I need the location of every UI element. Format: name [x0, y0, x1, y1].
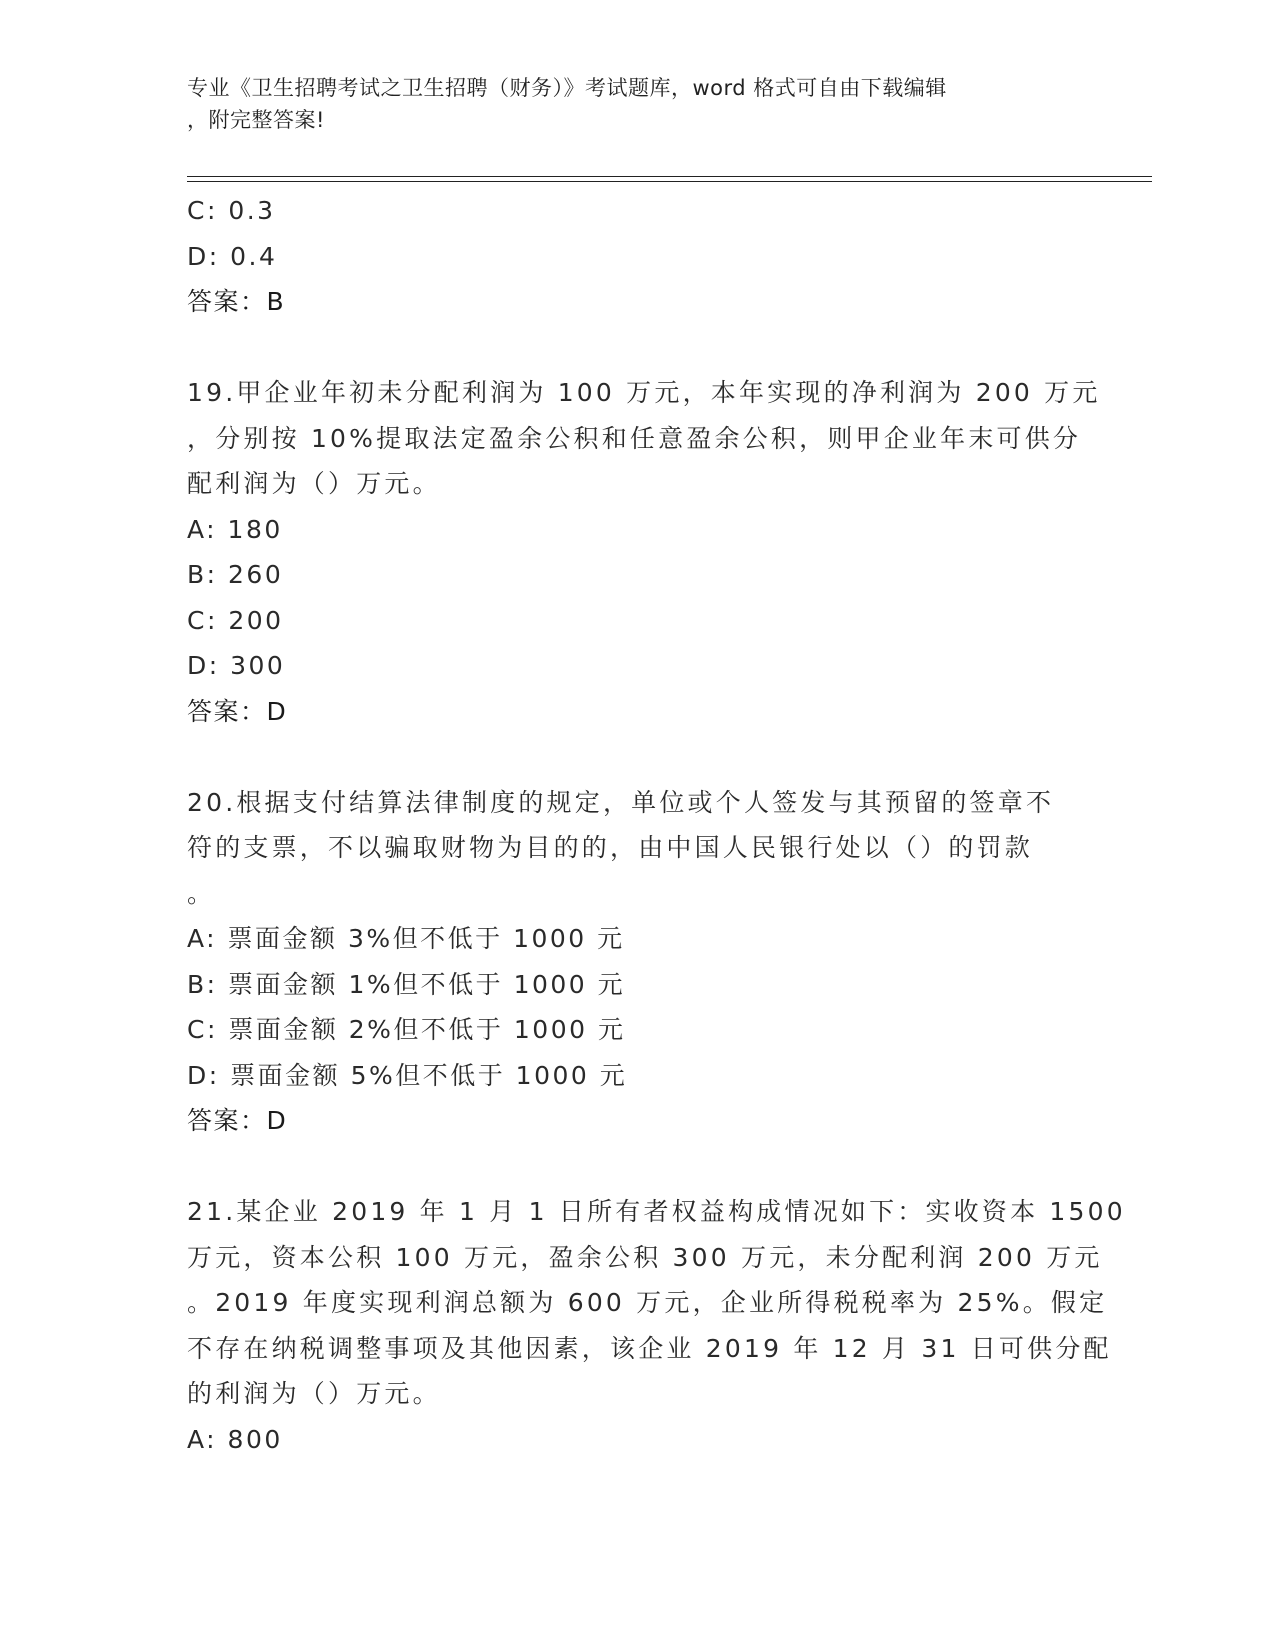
question-text-line: 21.某企业 2019 年 1 月 1 日所有者权益构成情况如下：实收资本 1500	[187, 1197, 1126, 1226]
header-line-1: 专业《卫生招聘考试之卫生招聘（财务）》考试题库，word 格式可自由下载编辑	[187, 76, 947, 100]
question-text-line: 配利润为（）万元。	[187, 469, 441, 498]
header-rule-top	[187, 176, 1152, 177]
question-text-line: 符的支票，不以骗取财物为目的的，由中国人民银行处以（）的罚款	[187, 833, 1034, 862]
question-text-line: 万元，资本公积 100 万元，盈余公积 300 万元，未分配利润 200 万元	[187, 1242, 1103, 1272]
header-line-2: ，附完整答案!	[187, 108, 325, 132]
header-rule-bottom	[187, 181, 1152, 182]
option-a: A: 180	[187, 514, 283, 544]
question-19	[187, 370, 1101, 734]
question-text-line: ，分别按 10%提取法定盈余公积和任意盈余公积，则甲企业年末可供分	[187, 423, 1082, 453]
option-a: A: 票面金额 3%但不低于 1000 元	[187, 924, 625, 953]
option-d: D: 票面金额 5%但不低于 1000 元	[187, 1060, 628, 1090]
page-header	[187, 72, 1067, 136]
answer-label: 答案：B	[187, 287, 286, 316]
spacer	[187, 734, 1087, 780]
option-b: B: 票面金额 1%但不低于 1000 元	[187, 969, 626, 999]
question-text-line: 的利润为（）万元。	[187, 1379, 441, 1408]
question-18-tail	[187, 188, 1087, 325]
question-text-line: 19.甲企业年初未分配利润为 100 万元，本年实现的净利润为 200 万元	[187, 378, 1101, 407]
question-20	[187, 780, 1087, 1144]
spacer	[187, 325, 1087, 371]
option-c: C: 200	[187, 605, 284, 635]
option-d: D: 0.4	[187, 241, 278, 271]
spacer	[187, 1144, 1087, 1190]
option-d: D: 300	[187, 651, 286, 680]
question-text-line: 20.根据支付结算法律制度的规定，单位或个人签发与其预留的签章不	[187, 787, 1055, 817]
option-c: C: 0.3	[187, 196, 276, 225]
question-content	[187, 188, 1126, 1462]
answer-label: 答案：D	[187, 1106, 288, 1135]
option-a: A: 800	[187, 1424, 283, 1454]
option-b: B: 260	[187, 560, 284, 589]
question-text-line: 。	[187, 878, 216, 908]
question-21	[187, 1189, 1126, 1462]
option-c: C: 票面金额 2%但不低于 1000 元	[187, 1015, 626, 1044]
question-text-line: 不存在纳税调整事项及其他因素，该企业 2019 年 12 月 31 日可供分配	[187, 1333, 1112, 1363]
question-text-line: 。2019 年度实现利润总额为 600 万元，企业所得税税率为 25%。假定	[187, 1288, 1108, 1317]
answer-label: 答案：D	[187, 696, 288, 726]
